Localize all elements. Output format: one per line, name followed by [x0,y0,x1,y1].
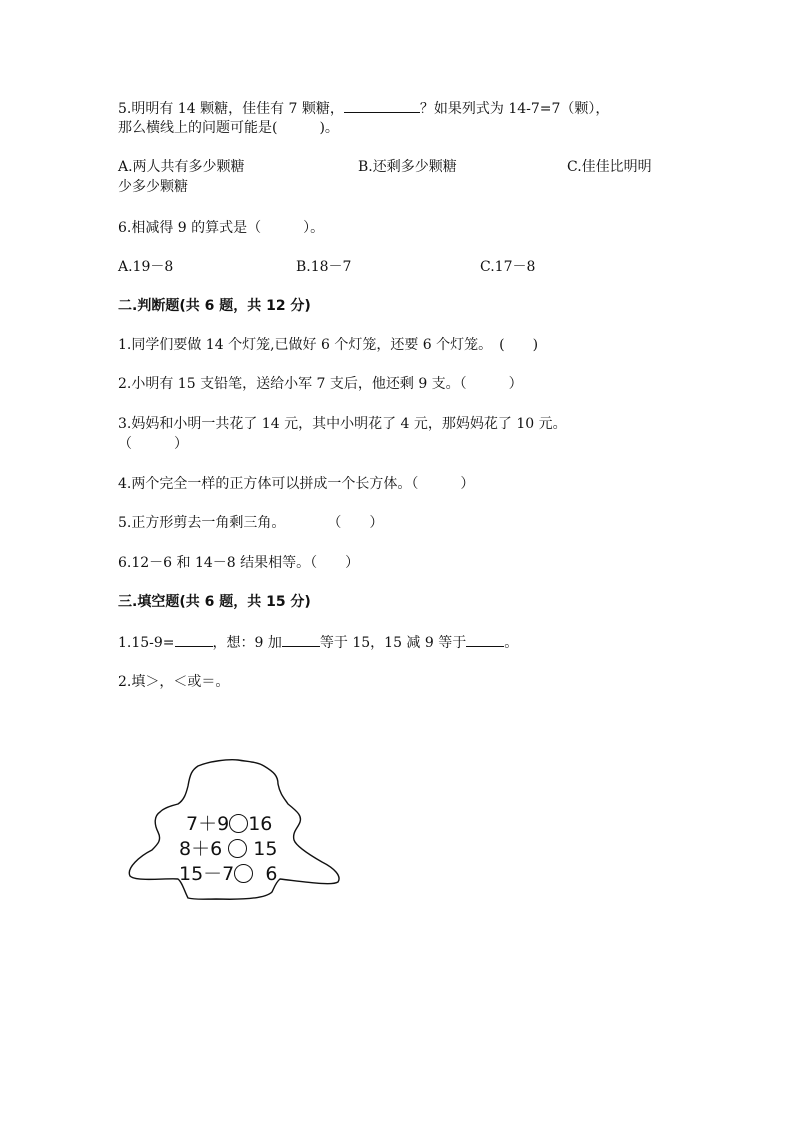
q5-text-part2: ？如果列式为 14-7=7（颗）， [419,101,610,117]
compare-circle-3[interactable] [234,864,253,883]
tree-row-1-left: 7＋9 [186,813,230,835]
q6-option-a[interactable]: A.19－8 [118,259,174,275]
judge-item-5[interactable]: 5.正方形剪去一角剩三角。 （ ） [118,515,384,531]
fill-item-1-part4: 。 [504,635,519,651]
q5-option-c[interactable]: C.佳佳比明明 [567,159,652,175]
q6-option-b[interactable]: B.18－7 [296,259,352,275]
q5-option-b[interactable]: B.还剩多少颗糖 [358,159,457,175]
tree-row-2-left: 8＋6 [179,838,223,860]
section2-title: 二.判断题(共 6 题，共 12 分) [118,298,311,314]
judge-item-3[interactable]: 3.妈妈和小明一共花了 14 元，其中小明花了 4 元，那妈妈花了 10 元。 [118,416,567,432]
fill-blank-2[interactable] [282,632,320,647]
fill-item-1-part2: ，想：9 加 [212,635,282,651]
tree-row-3-left: 15－7 [179,863,235,885]
q6-option-c[interactable]: C.17－8 [480,259,536,275]
tree-row-2 [179,838,277,860]
q5-line2: 那么横线上的问题可能是( )。 [118,120,339,136]
judge-item-1[interactable]: 1.同学们要做 14 个灯笼,已做好 6 个灯笼，还要 6 个灯笼。 ( ) [118,337,539,353]
section3-title: 三.填空题(共 6 题，共 15 分) [118,594,311,610]
fill-item-1 [118,632,518,653]
judge-item-2[interactable]: 2.小明有 15 支铅笔，送给小军 7 支后，他还剩 9 支。（ ） [118,376,523,392]
judge-item-3-paren[interactable]: （ ） [118,436,188,452]
fill-item-1-part3: 等于 15，15 减 9 等于 [319,635,467,651]
compare-circle-2[interactable] [228,839,247,858]
q5-option-a[interactable]: A.两人共有多少颗糖 [118,159,245,175]
tree-row-1-right: 16 [248,813,273,835]
fill-blank-3[interactable] [466,632,504,647]
fill-item-2: 2.填＞，＜或＝。 [118,674,230,690]
compare-circle-1[interactable] [229,814,248,833]
fill-item-1-part1: 1.15-9= [118,635,175,651]
tree-row-3 [179,863,277,885]
tree-compare-figure [126,758,346,904]
q5-line1 [118,98,609,119]
q5-answer-blank[interactable] [344,98,420,113]
q5-option-c-continued: 少多少颗糖 [118,179,188,195]
tree-row-2-right: 15 [253,838,278,860]
tree-row-3-right: 6 [265,863,278,885]
tree-row-1 [186,813,272,835]
q6-question: 6.相减得 9 的算式是（ ）。 [118,220,325,236]
judge-item-4[interactable]: 4.两个完全一样的正方体可以拼成一个长方体。（ ） [118,476,475,492]
fill-blank-1[interactable] [175,632,213,647]
judge-item-6[interactable]: 6.12－6 和 14－8 结果相等。（ ） [118,555,360,571]
q5-text-part1: 5.明明有 14 颗糖，佳佳有 7 颗糖， [118,101,344,117]
